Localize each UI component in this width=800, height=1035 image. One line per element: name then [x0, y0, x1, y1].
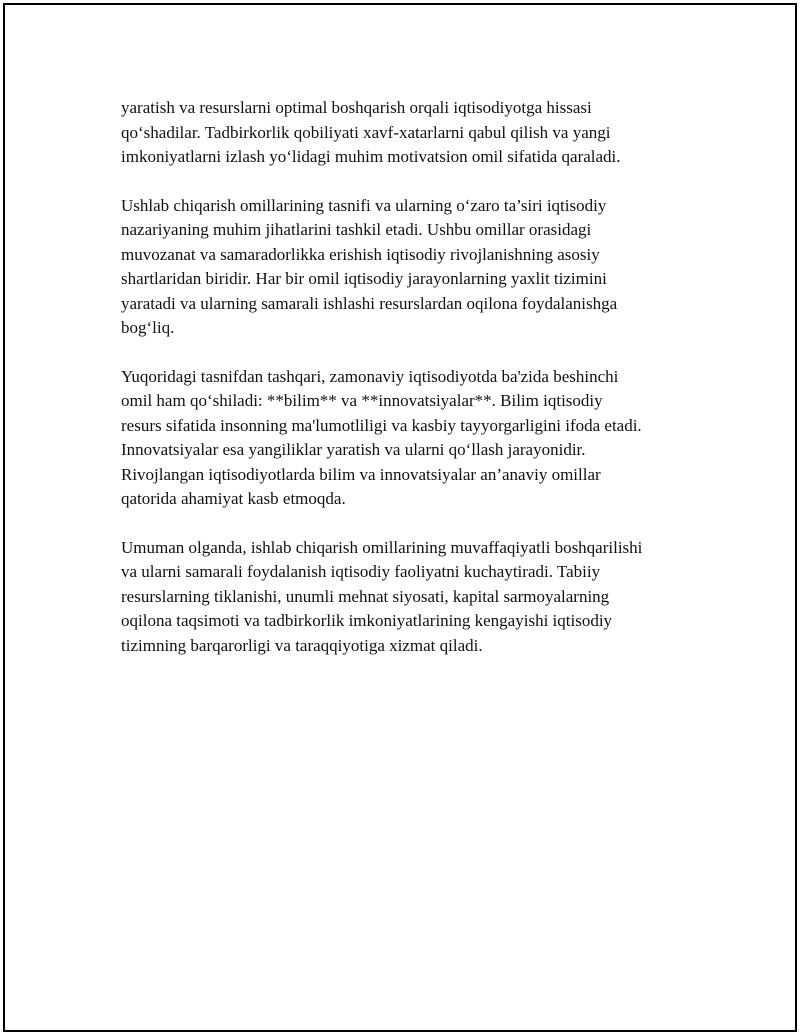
text-line: qo‘shadilar. Tadbirkorlik qobiliyati xavf-xatarlarni qabul qilish va yangi [121, 122, 611, 142]
text-line: yaratish va resurslarni optimal boshqarish orqali iqtisodiyotga hissasi [121, 98, 592, 117]
paragraph-4 [121, 536, 701, 659]
text-line: shartlaridan biridir. Har bir omil iqtisodiy jarayonlarning yaxlit tizimini [121, 269, 607, 288]
text-line: nazariyaning muhim jihatlarini tashkil etadi. Ushbu omillar orasidagi [121, 220, 592, 239]
text-line: bog‘liq. [121, 318, 175, 337]
paragraph-1 [121, 96, 701, 170]
text-line: Umuman olganda, ishlab chiqarish omillarining muvaffaqiyatli boshqarilishi [121, 537, 643, 557]
text-line: qatorida ahamiyat kasb etmoqda. [121, 489, 346, 508]
text-line: Rivojlangan iqtisodiyotlarda bilim va innovatsiyalar an’anaviy omillar [121, 464, 601, 484]
text-line: Ushlab chiqarish omillarining tasnifi va ularning o‘zaro ta’siri iqtisodiy [121, 195, 607, 215]
text-line: tizimning barqarorligi va taraqqiyotiga xizmat qiladi. [121, 635, 483, 655]
text-line: muvozanat va samaradorlikka erishish iqtisodiy rivojlanishning asosiy [121, 244, 600, 264]
text-line: imkoniyatlarni izlash yo‘lidagi muhim motivatsion omil sifatida qaraladi. [121, 147, 621, 166]
text-line: resurs sifatida insonning ma'lumotliligi va kasbiy tayyorgarligini ifoda etadi. [121, 415, 642, 435]
text-line: resurslarning tiklanishi, unumli mehnat siyosati, kapital sarmoyalarning [121, 586, 610, 606]
text-line: oqilona taqsimoti va tadbirkorlik imkoniyatlarining kengayishi iqtisodiy [121, 611, 613, 630]
paragraph-2 [121, 194, 701, 341]
text-line: Yuqoridagi tasnifdan tashqari, zamonaviy iqtisodiyotda ba'zida beshinchi [121, 366, 619, 386]
text-line: yaratadi va ularning samarali ishlashi resurslardan oqilona foydalanishga [121, 293, 618, 313]
text-line: omil ham qo‘shiladi: **bilim** va **innovatsiyalar**. Bilim iqtisodiy [121, 391, 603, 410]
text-line: va ularni samarali foydalanish iqtisodiy faoliyatni kuchaytiradi. Tabiiy [121, 562, 601, 581]
paragraph-3 [121, 365, 701, 512]
document-body [121, 96, 701, 682]
text-line: Innovatsiyalar esa yangiliklar yaratish va ularni qo‘llash jarayonidir. [121, 440, 586, 459]
page-frame [3, 3, 797, 1032]
